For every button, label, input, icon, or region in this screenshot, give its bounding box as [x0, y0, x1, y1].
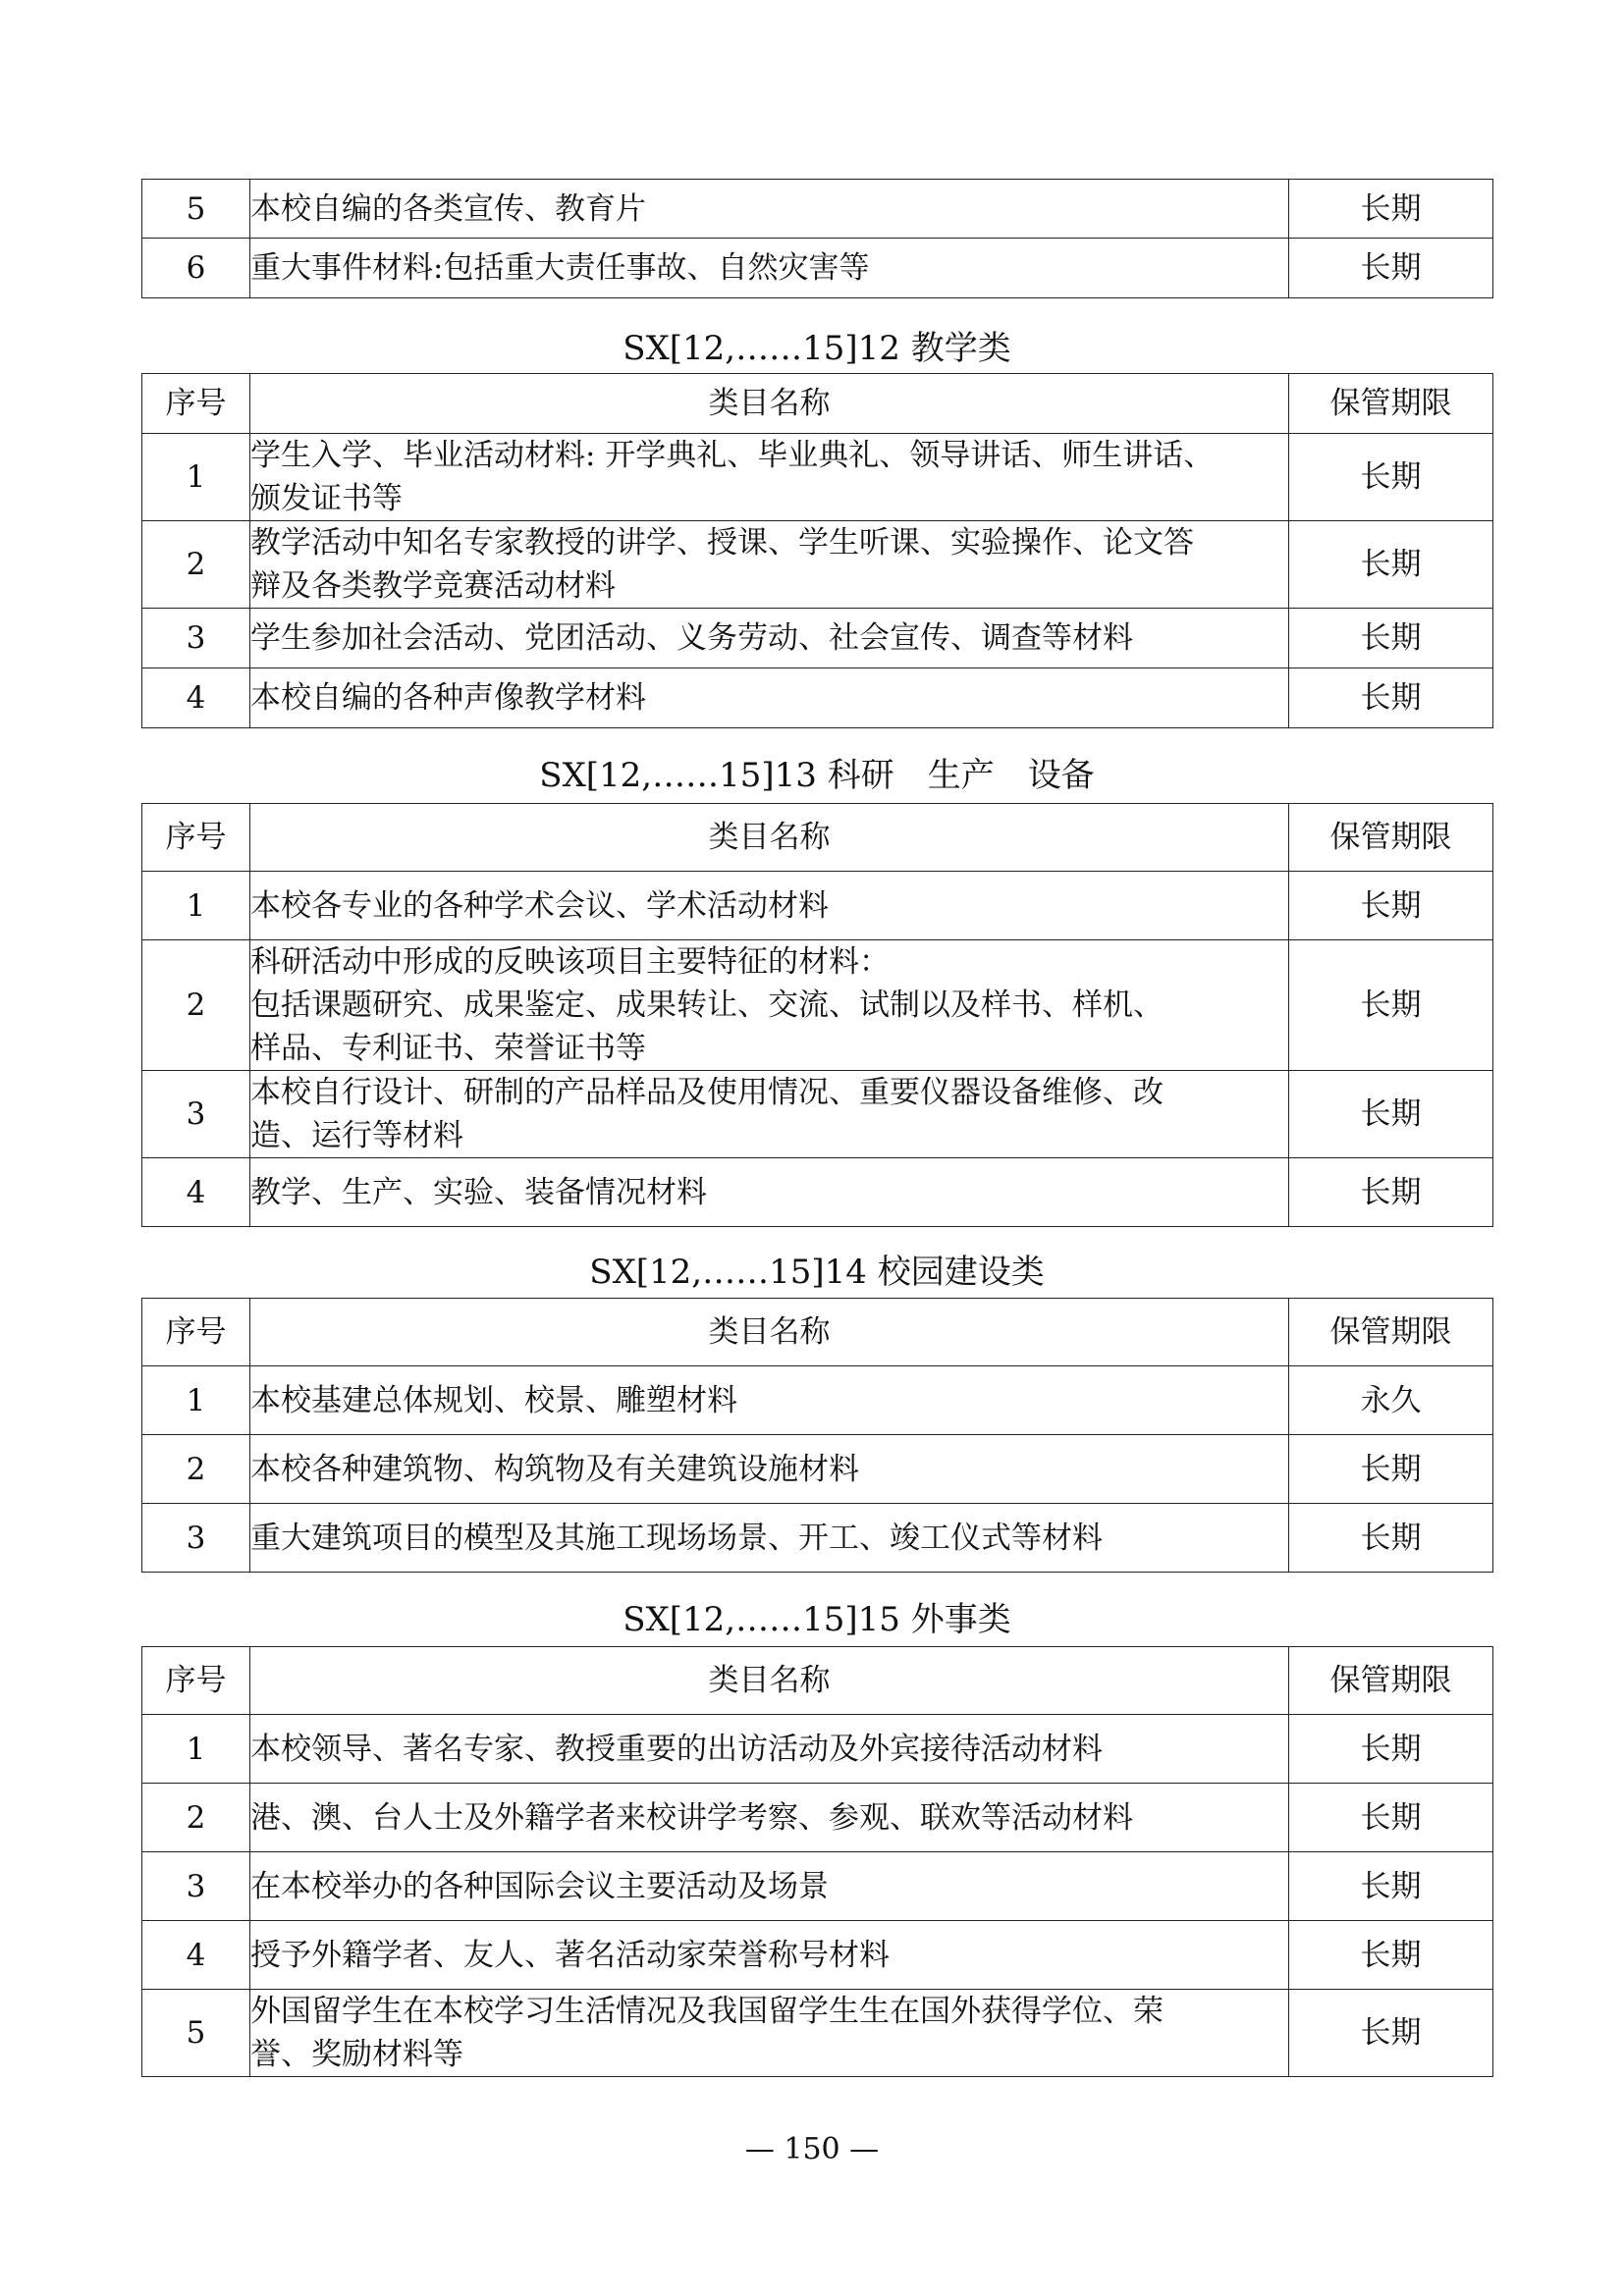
section-table-15: [141, 1646, 1493, 2077]
retention-period: 长期: [1289, 434, 1493, 521]
row-number: 3: [142, 1852, 250, 1921]
row-number: 1: [142, 1366, 250, 1435]
retention-period: 长期: [1289, 239, 1493, 298]
retention-period: 长期: [1289, 1504, 1493, 1573]
header-category-name: 类目名称: [250, 374, 1289, 434]
continuation-table: [141, 179, 1493, 298]
category-name-line: 造、运行等材料: [250, 1118, 463, 1153]
header-row: [142, 1299, 1493, 1366]
row-number: 3: [142, 609, 250, 668]
table-row: [142, 609, 1493, 668]
category-name-line: 学生参加社会活动、党团活动、义务劳动、社会宣传、调查等材料: [250, 620, 1133, 656]
category-name-line: 本校自编的各种声像教学材料: [250, 680, 646, 716]
table-row: [142, 1990, 1493, 2077]
category-name-line: 重大事件材料:包括重大责任事故、自然灾害等: [250, 250, 870, 286]
retention-period: 长期: [1289, 1921, 1493, 1990]
row-number: 3: [142, 1504, 250, 1573]
row-number: 2: [142, 521, 250, 609]
header-no: 序号: [142, 374, 250, 434]
header-no: 序号: [142, 1299, 250, 1366]
category-name: [250, 180, 1289, 239]
category-name-line: 在本校举办的各种国际会议主要活动及场景: [250, 1868, 829, 1904]
category-name: [250, 1158, 1289, 1227]
section-table-12: [141, 373, 1493, 728]
retention-period: 永久: [1289, 1366, 1493, 1435]
table-row: [142, 1715, 1493, 1784]
category-name: [250, 1784, 1289, 1852]
category-name-line: 港、澳、台人士及外籍学者来校讲学考察、参观、联欢等活动材料: [250, 1799, 1133, 1836]
retention-period: 长期: [1289, 940, 1493, 1071]
row-number: 1: [142, 434, 250, 521]
table-row: [142, 1504, 1493, 1573]
table-row: [142, 1435, 1493, 1504]
category-name-line: 本校自行设计、研制的产品样品及使用情况、重要仪器设备维修、改: [250, 1075, 1164, 1110]
header-retention-period: 保管期限: [1289, 374, 1493, 434]
row-number: 5: [142, 180, 250, 239]
table-row: [142, 1071, 1493, 1158]
category-name-line: 包括课题研究、成果鉴定、成果转让、交流、试制以及样书、样机、: [250, 988, 1164, 1023]
table-row: [142, 940, 1493, 1071]
category-name: [250, 1366, 1289, 1435]
category-name-line: 科研活动中形成的反映该项目主要特征的材料：: [250, 944, 890, 980]
category-name-line: 样品、专利证书、荣誉证书等: [250, 1031, 646, 1066]
table-row: [142, 1366, 1493, 1435]
category-name: [250, 609, 1289, 668]
header-row: [142, 1647, 1493, 1715]
table-row: [142, 1784, 1493, 1852]
row-number: 4: [142, 1921, 250, 1990]
section-title-15: SX[12,……15]15 外事类: [623, 1600, 1011, 1639]
row-number: 2: [142, 940, 250, 1071]
table-row: [142, 239, 1493, 298]
row-number: 4: [142, 1158, 250, 1227]
retention-period: 长期: [1289, 1715, 1493, 1784]
category-name-line: 教学活动中知名专家教授的讲学、授课、学生听课、实验操作、论文答: [250, 525, 1194, 561]
table-row: [142, 1852, 1493, 1921]
header-no: 序号: [142, 1647, 250, 1715]
row-number: 4: [142, 668, 250, 728]
category-name: [250, 1071, 1289, 1158]
header-row: [142, 804, 1493, 872]
category-name: [250, 521, 1289, 609]
retention-period: 长期: [1289, 180, 1493, 239]
header-retention-period: 保管期限: [1289, 804, 1493, 872]
retention-period: 长期: [1289, 1990, 1493, 2077]
category-name-line: 教学、生产、实验、装备情况材料: [250, 1174, 707, 1210]
category-name-line: 本校各专业的各种学术会议、学术活动材料: [250, 887, 829, 924]
retention-period: 长期: [1289, 1158, 1493, 1227]
retention-period: 长期: [1289, 668, 1493, 728]
table-row: [142, 668, 1493, 728]
category-name: [250, 1435, 1289, 1504]
row-number: 1: [142, 872, 250, 940]
retention-period: 长期: [1289, 1071, 1493, 1158]
category-name: [250, 872, 1289, 940]
header-no: 序号: [142, 804, 250, 872]
table-row: [142, 434, 1493, 521]
retention-period: 长期: [1289, 1784, 1493, 1852]
category-name-line: 誉、奖励材料等: [250, 2037, 463, 2072]
row-number: 2: [142, 1435, 250, 1504]
retention-period: 长期: [1289, 609, 1493, 668]
category-name-line: 颁发证书等: [250, 481, 403, 516]
category-name: [250, 1921, 1289, 1990]
retention-period: 长期: [1289, 521, 1493, 609]
retention-period: 长期: [1289, 1852, 1493, 1921]
section-title-13: SX[12,……15]13 科研 生产 设备: [539, 756, 1095, 795]
header-retention-period: 保管期限: [1289, 1299, 1493, 1366]
category-name-line: 学生入学、毕业活动材料: 开学典礼、毕业典礼、领导讲话、师生讲话、: [250, 438, 1215, 473]
header-category-name: 类目名称: [250, 1647, 1289, 1715]
category-name: [250, 1504, 1289, 1573]
table-row: [142, 1158, 1493, 1227]
category-name-line: 本校基建总体规划、校景、雕塑材料: [250, 1382, 737, 1418]
table-row: [142, 1921, 1493, 1990]
row-number: 2: [142, 1784, 250, 1852]
category-name-line: 本校自编的各类宣传、教育片: [250, 190, 646, 227]
row-number: 5: [142, 1990, 250, 2077]
section-table-13: [141, 803, 1493, 1227]
table-row: [142, 872, 1493, 940]
category-name-line: 重大建筑项目的模型及其施工现场场景、开工、竣工仪式等材料: [250, 1520, 1103, 1556]
header-row: [142, 374, 1493, 434]
category-name: [250, 668, 1289, 728]
category-name-line: 本校领导、著名专家、教授重要的出访活动及外宾接待活动材料: [250, 1731, 1103, 1767]
section-title-12: SX[12,……15]12 教学类: [623, 329, 1011, 368]
section-title-14: SX[12,……15]14 校园建设类: [589, 1253, 1045, 1292]
header-category-name: 类目名称: [250, 804, 1289, 872]
table-row: [142, 521, 1493, 609]
category-name: [250, 239, 1289, 298]
category-name-line: 本校各种建筑物、构筑物及有关建筑设施材料: [250, 1451, 859, 1487]
category-name-line: 授予外籍学者、友人、著名活动家荣誉称号材料: [250, 1937, 890, 1973]
retention-period: 长期: [1289, 1435, 1493, 1504]
category-name: [250, 940, 1289, 1071]
page-number: — 150 —: [744, 2132, 880, 2166]
row-number: 1: [142, 1715, 250, 1784]
category-name-line: 外国留学生在本校学习生活情况及我国留学生生在国外获得学位、荣: [250, 1994, 1164, 2029]
retention-period: 长期: [1289, 872, 1493, 940]
category-name: [250, 1715, 1289, 1784]
category-name: [250, 1852, 1289, 1921]
category-name-line: 辩及各类教学竞赛活动材料: [250, 568, 616, 604]
table-row: [142, 180, 1493, 239]
row-number: 6: [142, 239, 250, 298]
category-name: [250, 434, 1289, 521]
header-category-name: 类目名称: [250, 1299, 1289, 1366]
category-name: [250, 1990, 1289, 2077]
header-retention-period: 保管期限: [1289, 1647, 1493, 1715]
section-table-14: [141, 1298, 1493, 1573]
row-number: 3: [142, 1071, 250, 1158]
